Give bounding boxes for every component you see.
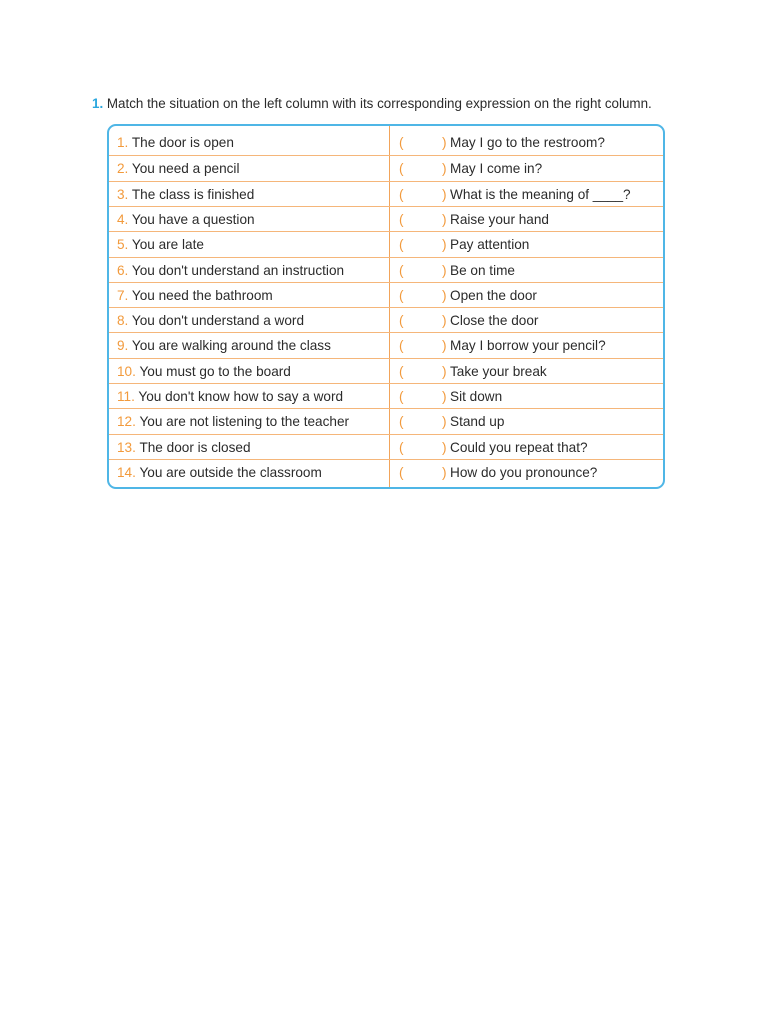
answer-blank-open[interactable]: ( [399, 464, 404, 480]
answer-blank-close: ) [442, 313, 447, 329]
situation-cell [117, 182, 254, 207]
expression-text: Stand up [450, 414, 505, 430]
answer-blank-close: ) [442, 439, 447, 455]
answer-blank-close: ) [442, 338, 447, 354]
expression-text: Sit down [450, 389, 503, 404]
row-number: 11. [117, 389, 135, 404]
situation-text: You are walking around the class [131, 338, 331, 354]
answer-blank-open[interactable]: ( [399, 414, 404, 430]
situation-text: You must go to the board [139, 363, 291, 379]
situation-cell [117, 333, 331, 358]
table-row [109, 383, 663, 409]
situation-text: You are outside the classroom [139, 464, 322, 480]
expression-text: Take your break [450, 363, 547, 379]
situation-text: You are late [131, 237, 204, 253]
situation-text: The class is finished [131, 186, 255, 202]
answer-blank-close: ) [442, 211, 447, 227]
situation-cell [117, 283, 273, 308]
table-row [109, 181, 663, 207]
table-row [109, 332, 663, 358]
answer-blank-close: ) [442, 262, 447, 278]
situation-cell [117, 384, 343, 409]
expression-text: How do you pronounce? [450, 464, 598, 480]
situation-cell [117, 359, 291, 384]
answer-blank-open[interactable]: ( [399, 313, 404, 329]
row-number: 5. [117, 237, 129, 253]
answer-blank-open[interactable]: ( [399, 186, 404, 202]
answer-blank-open[interactable]: ( [399, 287, 404, 303]
situation-cell [117, 258, 344, 283]
table-row [109, 155, 663, 181]
answer-blank-open[interactable]: ( [399, 135, 404, 150]
answer-blank-open[interactable]: ( [399, 363, 404, 379]
table-row [109, 434, 663, 460]
answer-blank-open[interactable]: ( [399, 389, 404, 404]
table-row [109, 358, 663, 384]
row-number: 6. [117, 262, 129, 278]
table-row [109, 459, 663, 485]
expression-text: Raise your hand [450, 211, 549, 227]
answer-blank-close: ) [442, 135, 447, 150]
expression-text: May I come in? [450, 161, 543, 177]
answer-blank-close: ) [442, 464, 447, 480]
row-number: 8. [117, 313, 129, 329]
situation-text: The door is open [131, 135, 234, 150]
situation-text: You need a pencil [131, 161, 240, 177]
situation-cell [117, 435, 251, 460]
expression-text: What is the meaning of ____? [450, 186, 631, 202]
row-number: 10. [117, 363, 136, 379]
row-number: 3. [117, 186, 129, 202]
row-number: 1. [117, 135, 129, 150]
situation-cell [117, 156, 239, 181]
table-row [109, 307, 663, 333]
table-row [109, 130, 663, 155]
row-number: 2. [117, 161, 129, 177]
table-row [109, 231, 663, 257]
row-number: 12. [117, 414, 136, 430]
situation-cell [117, 207, 255, 232]
table-row [109, 282, 663, 308]
answer-blank-close: ) [442, 237, 447, 253]
instruction-text: Match the situation on the left column with its corresponding expression on the right column. [106, 96, 652, 111]
row-number: 4. [117, 211, 129, 227]
table-row [109, 408, 663, 434]
expression-text: Close the door [450, 313, 539, 329]
situation-text: You need the bathroom [131, 287, 273, 303]
matching-table [107, 124, 665, 489]
answer-blank-close: ) [442, 186, 447, 202]
situation-text: You don't understand an instruction [131, 262, 345, 278]
answer-blank-close: ) [442, 287, 447, 303]
row-number: 14. [117, 464, 136, 480]
expression-text: May I borrow your pencil? [450, 338, 606, 354]
answer-blank-close: ) [442, 363, 447, 379]
answer-blank-close: ) [442, 414, 447, 430]
answer-blank-open[interactable]: ( [399, 237, 404, 253]
situation-text: The door is closed [139, 439, 251, 455]
situation-cell [117, 409, 349, 434]
answer-blank-close: ) [442, 389, 447, 404]
answer-blank-open[interactable]: ( [399, 161, 404, 177]
expression-text: May I go to the restroom? [450, 135, 605, 150]
table-row [109, 257, 663, 283]
row-number: 13. [117, 439, 136, 455]
exercise-instruction [92, 95, 712, 113]
expression-text: Open the door [450, 287, 537, 303]
situation-text: You are not listening to the teacher [139, 414, 350, 430]
table-row [109, 206, 663, 232]
answer-blank-open[interactable]: ( [399, 211, 404, 227]
situation-cell [117, 232, 204, 257]
situation-text: You don't know how to say a word [138, 389, 344, 404]
row-number: 7. [117, 287, 129, 303]
expression-text: Be on time [450, 262, 515, 278]
situation-cell [117, 308, 304, 333]
situation-text: You don't understand a word [131, 313, 305, 329]
answer-blank-open[interactable]: ( [399, 262, 404, 278]
row-number: 9. [117, 338, 129, 354]
expression-text: Pay attention [450, 237, 530, 253]
answer-blank-close: ) [442, 161, 447, 177]
situation-cell [117, 460, 322, 485]
situation-text: You have a question [131, 211, 255, 227]
situation-cell [117, 130, 234, 155]
answer-blank-open[interactable]: ( [399, 338, 404, 354]
exercise-number: 1. [92, 96, 104, 111]
expression-text: Could you repeat that? [450, 439, 588, 455]
answer-blank-open[interactable]: ( [399, 439, 404, 455]
